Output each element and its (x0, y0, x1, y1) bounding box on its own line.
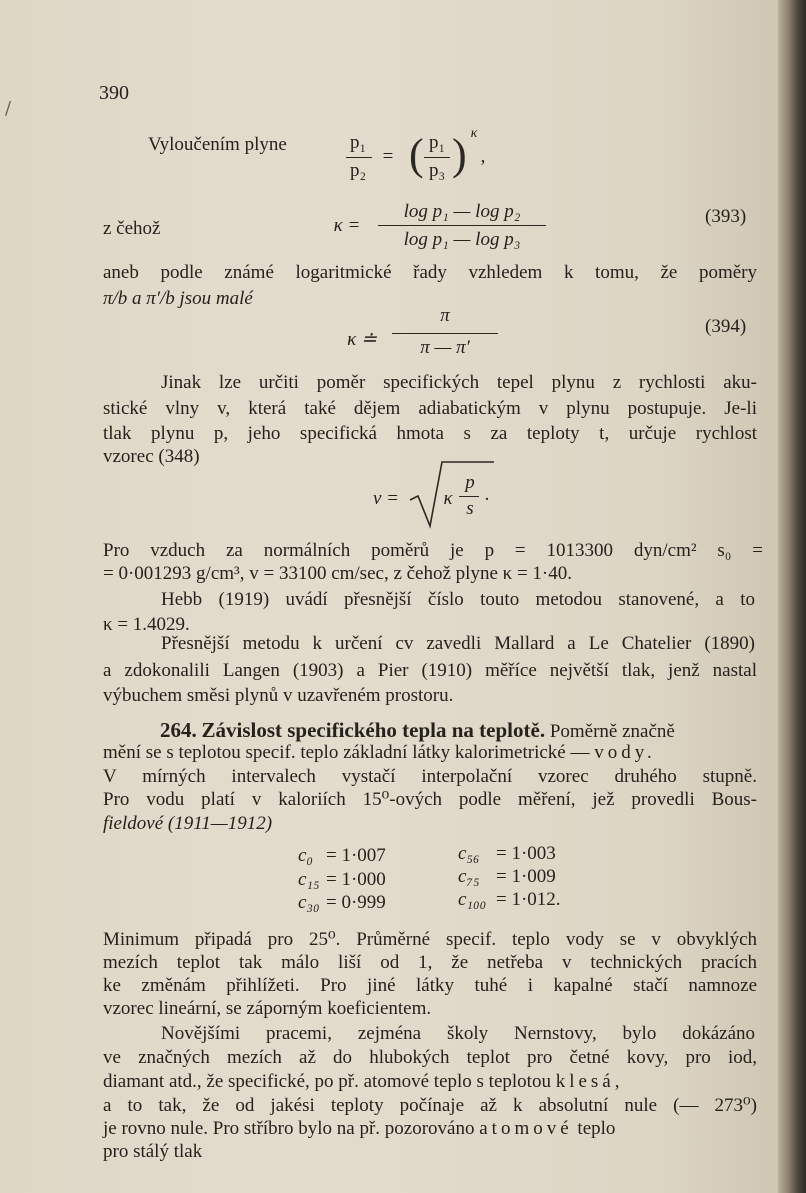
paren-right: ) (452, 130, 467, 179)
page-number: 390 (99, 82, 129, 104)
text-line: V mírných intervalech vystačí interpolační vzorec druhého stupně. (103, 766, 757, 787)
text-line: Přesnější metodu k určení cv zavedli Mallard a Le Chatelier (1890) (161, 633, 755, 654)
text-line: a to tak, že od jakési teploty počínaje až k absolutní nule (— 273⁰) (103, 1095, 757, 1116)
emphasized-word: klesá, (555, 1071, 624, 1092)
eq-denominator: π — π′ (420, 337, 470, 358)
table-symbol: c₅₆ (458, 843, 480, 864)
table-symbol: c₀ (298, 845, 314, 866)
table-value: = 1·007 (326, 845, 386, 866)
paren-left: ( (409, 130, 424, 179)
eq-numerator: p₁ (428, 132, 446, 153)
table-symbol: c₁₅ (298, 869, 320, 890)
eq-numerator: log p₁ — log p₂ (403, 201, 521, 222)
table-value: = 1·009 (496, 866, 556, 887)
text-line: aneb podle známé logaritmické řady vzhledem k tomu, že poměry (103, 262, 757, 283)
text-line: a zdokonalili Langen (1903) a Pier (1910) měříce největší tlak, jenž nastal (103, 660, 757, 681)
text-line: Pro vodu platí v kaloriích 15⁰-ových podle měření, jež provedli Bous- (103, 789, 757, 810)
table-value: = 0·999 (326, 892, 386, 913)
text-line (103, 1118, 757, 1140)
eq-denominator: log p₁ — log p₃ (403, 229, 521, 250)
margin-mark: / (5, 98, 12, 119)
eq-lhs: v = (372, 488, 399, 509)
book-spine (778, 0, 806, 1193)
text-line (103, 1071, 757, 1093)
text-line: Hebb (1919) uvádí přesnější číslo touto metodou stanovené, a to (161, 589, 755, 610)
text-fragment: Poměrně značně (549, 721, 675, 742)
table-symbol: c₃₀ (298, 892, 320, 913)
text-line: pro stálý tlak (103, 1141, 203, 1162)
text-line: Minimum připadá pro 25⁰. Průměrné specif. teplo vody se v obvyklých (103, 929, 757, 950)
text-fragment: teplo (577, 1118, 616, 1139)
eq-exponent: κ (470, 126, 478, 141)
text-line: mezích teplot tak málo liší od 1, že netřeba v technických pracích (103, 952, 757, 973)
eq-numerator: p₁ (349, 132, 367, 153)
table-value: = 1·000 (326, 869, 386, 890)
table-value: = 1·012. (496, 889, 561, 910)
text-line: vzorec lineární, se záporným koeficientem. (103, 998, 432, 1019)
equation-number: (393) (705, 206, 747, 227)
table-symbol: c₇₅ (458, 866, 480, 887)
eq-factor: κ (443, 488, 453, 509)
eq-numerator: p (465, 472, 475, 493)
text-line: ke změnám přihlížeti. Pro jiné látky tuhé i kapalné stačí namnoze (103, 975, 757, 996)
text-line: stické vlny v, která také dějem adiabatickým v plynu postupuje. Je-li (103, 398, 757, 419)
table-symbol: c₁₀₀ (458, 889, 487, 910)
eq-denominator: p₂ (349, 160, 367, 181)
text-line: fieldové (1911—1912) (103, 813, 273, 834)
eq-denominator: p₃ (428, 160, 446, 181)
fraction-bar (392, 333, 498, 334)
text-line: vzorec (348) (103, 446, 200, 467)
fraction-bar (346, 157, 372, 158)
emphasized-word: atomové (479, 1118, 573, 1139)
text-line: Pro vzduch za normálních poměrů je p = 1013300 dyn/cm² s₀ = (103, 540, 763, 561)
equation-number: (394) (705, 316, 747, 337)
fraction-bar (378, 225, 546, 226)
text-line: κ = 1.4029. (103, 614, 190, 635)
text-fragment: mění se s teplotou specif. teplo základní látky kalorimetrické — (103, 742, 590, 763)
eq-lhs: κ = (333, 215, 361, 236)
text-line: π/b a π′/b jsou malé (103, 288, 253, 309)
text-line: ve značných mezích až do hlubokých teplot pro četné kovy, pro iod, (103, 1047, 757, 1068)
text-fragment: je rovno nule. Pro stříbro bylo na př. pozorováno (103, 1118, 475, 1139)
section-number: 264. (160, 718, 197, 742)
text-line: tlak plynu p, jeho specifická hmota s za teploty t, určuje rychlost (103, 423, 757, 444)
text-line: Jinak lze určiti poměr specifických tepel plynu z rychlosti aku- (161, 372, 757, 393)
fraction-bar (459, 496, 479, 497)
text-fragment: diamant atd., že specifické, po př. atomové teplo s teplotou (103, 1071, 551, 1092)
eq-denominator: s (466, 498, 474, 519)
text-line: = 0·001293 g/cm³, v = 33100 cm/sec, z čehož plyne κ = 1·40. (103, 563, 573, 584)
eq-lhs: κ ≐ (347, 329, 377, 350)
text-line: výbuchem směsi plynů v uzavřeném prostoru. (103, 685, 454, 706)
text-line: Novějšími pracemi, zejména školy Nernstovy, bylo dokázáno (161, 1023, 755, 1044)
emphasized-word: vody. (594, 742, 656, 763)
section-heading-line (160, 719, 760, 743)
table-value: = 1·003 (496, 843, 556, 864)
eq-numerator: π (440, 305, 450, 326)
text-line: z čehož (103, 218, 161, 239)
text-line (103, 742, 757, 764)
fraction-bar (424, 157, 450, 158)
text-line: Vyloučením plyne (148, 134, 287, 155)
section-title: Závislost specifického tepla na teplotě. (201, 718, 546, 742)
